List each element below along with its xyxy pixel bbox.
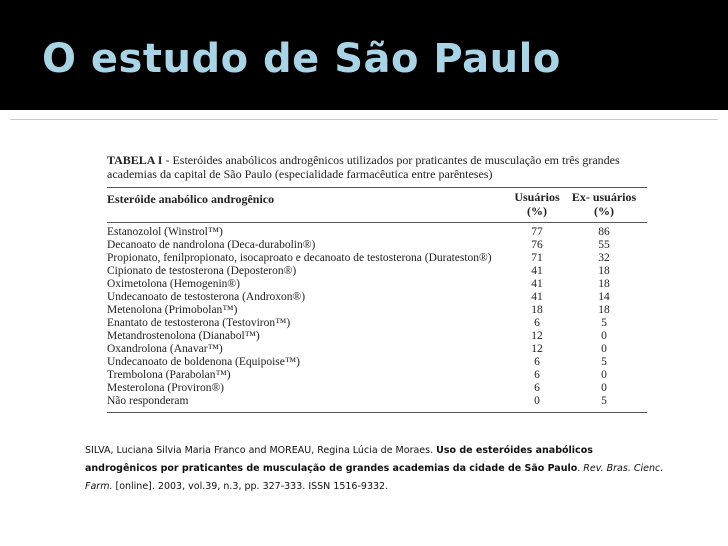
row-users: 18 [531, 304, 543, 316]
row-steroid: Metenolona (Primobolan™) [107, 304, 238, 316]
row-users: 41 [531, 265, 543, 277]
row-ex-users: 18 [598, 278, 610, 290]
row-ex-users: 0 [601, 382, 607, 394]
table-bottom-rule [107, 412, 647, 413]
header-users-unit: (%) [527, 204, 547, 218]
row-ex-users: 18 [598, 304, 610, 316]
header-ex-users-unit: (%) [594, 204, 614, 218]
row-steroid: Cipionato de testosterona (Deposteron®) [107, 265, 297, 277]
table-row [107, 317, 647, 330]
citation-title: Uso de esteróides anabólicos androgênicos por praticantes de musculação de grandes academias da cidade de São Paulo [85, 445, 593, 474]
row-steroid: Metandrostenolona (Dianabol™) [107, 330, 260, 342]
row-steroid: Undecanoato de testosterona (Androxon®) [107, 291, 306, 303]
row-users: 71 [531, 252, 543, 264]
steroid-table [107, 153, 647, 413]
table-row [107, 395, 647, 408]
row-ex-users: 5 [601, 395, 607, 407]
row-steroid: Undecanoato de boldenona (Equipoise™) [107, 356, 300, 368]
table-body [107, 223, 647, 408]
header-ex-users-label: Ex- usuários [571, 190, 637, 204]
citation [85, 442, 665, 496]
table-row [107, 265, 647, 278]
table-row [107, 226, 647, 239]
row-users: 0 [534, 395, 540, 407]
row-steroid: Estanozolol (Winstrol™) [107, 226, 223, 238]
citation-journal: Rev. Bras. Cienc. Farm. [85, 463, 664, 492]
header-steroid: Esteróide anabólico androgênico [107, 192, 275, 206]
row-users: 12 [531, 330, 543, 342]
table-row [107, 330, 647, 343]
row-steroid: Propionato, fenilpropionato, isocaproato e decanoato de testosterona (Durateston®) [107, 252, 492, 264]
row-users: 41 [531, 278, 543, 290]
table-row [107, 252, 647, 265]
row-steroid: Oxandrolona (Anavar™) [107, 343, 223, 355]
title-bar [0, 0, 728, 110]
citation-details: [online]. 2003, vol.39, n.3, pp. 327-333. ISSN 1516-9332. [112, 481, 389, 492]
row-steroid: Não responderam [107, 395, 189, 407]
table-row [107, 291, 647, 304]
row-users: 77 [531, 226, 543, 238]
slide-title: O estudo de São Paulo [42, 36, 561, 82]
row-users: 12 [531, 343, 543, 355]
row-steroid: Decanoato de nandrolona (Deca-durabolin®) [107, 239, 316, 251]
row-ex-users: 0 [601, 330, 607, 342]
row-ex-users: 14 [598, 291, 610, 303]
row-users: 6 [534, 382, 540, 394]
table-row [107, 239, 647, 252]
table-header-row [107, 188, 647, 218]
table-caption-text: - Esteróides anabólicos androgênicos utilizados por praticantes de musculação em três grandes academias da capital de São Paulo (especialidade farmacêutica entre parênteses) [107, 153, 620, 181]
citation-authors: SILVA, Luciana Silvia Maria Franco and MOREAU, Regina Lúcia de Moraes. [85, 445, 437, 456]
row-steroid: Trembolona (Parabolan™) [107, 369, 231, 381]
row-steroid: Enantato de testosterona (Testoviron™) [107, 317, 291, 329]
row-ex-users: 55 [598, 239, 610, 251]
row-steroid: Mesterolona (Proviron®) [107, 382, 225, 394]
citation-sep: . [577, 463, 584, 474]
table-row [107, 343, 647, 356]
row-ex-users: 5 [601, 356, 607, 368]
row-ex-users: 32 [598, 252, 610, 264]
row-ex-users: 18 [598, 265, 610, 277]
table-row [107, 382, 647, 395]
row-ex-users: 0 [601, 369, 607, 381]
row-users: 6 [534, 356, 540, 368]
header-users [511, 190, 563, 218]
table-row [107, 369, 647, 382]
row-users: 76 [531, 239, 543, 251]
row-steroid: Oximetolona (Hemogenin®) [107, 278, 240, 290]
row-users: 41 [531, 291, 543, 303]
title-divider [10, 119, 718, 120]
row-ex-users: 0 [601, 343, 607, 355]
row-users: 6 [534, 317, 540, 329]
row-users: 6 [534, 369, 540, 381]
table-caption [107, 153, 647, 181]
row-ex-users: 86 [598, 226, 610, 238]
row-ex-users: 5 [601, 317, 607, 329]
table-caption-label: TABELA I [107, 153, 163, 167]
table-row [107, 304, 647, 317]
table-row [107, 356, 647, 369]
table-row [107, 278, 647, 291]
header-users-label: Usuários [514, 190, 560, 204]
header-ex-users [567, 190, 641, 218]
